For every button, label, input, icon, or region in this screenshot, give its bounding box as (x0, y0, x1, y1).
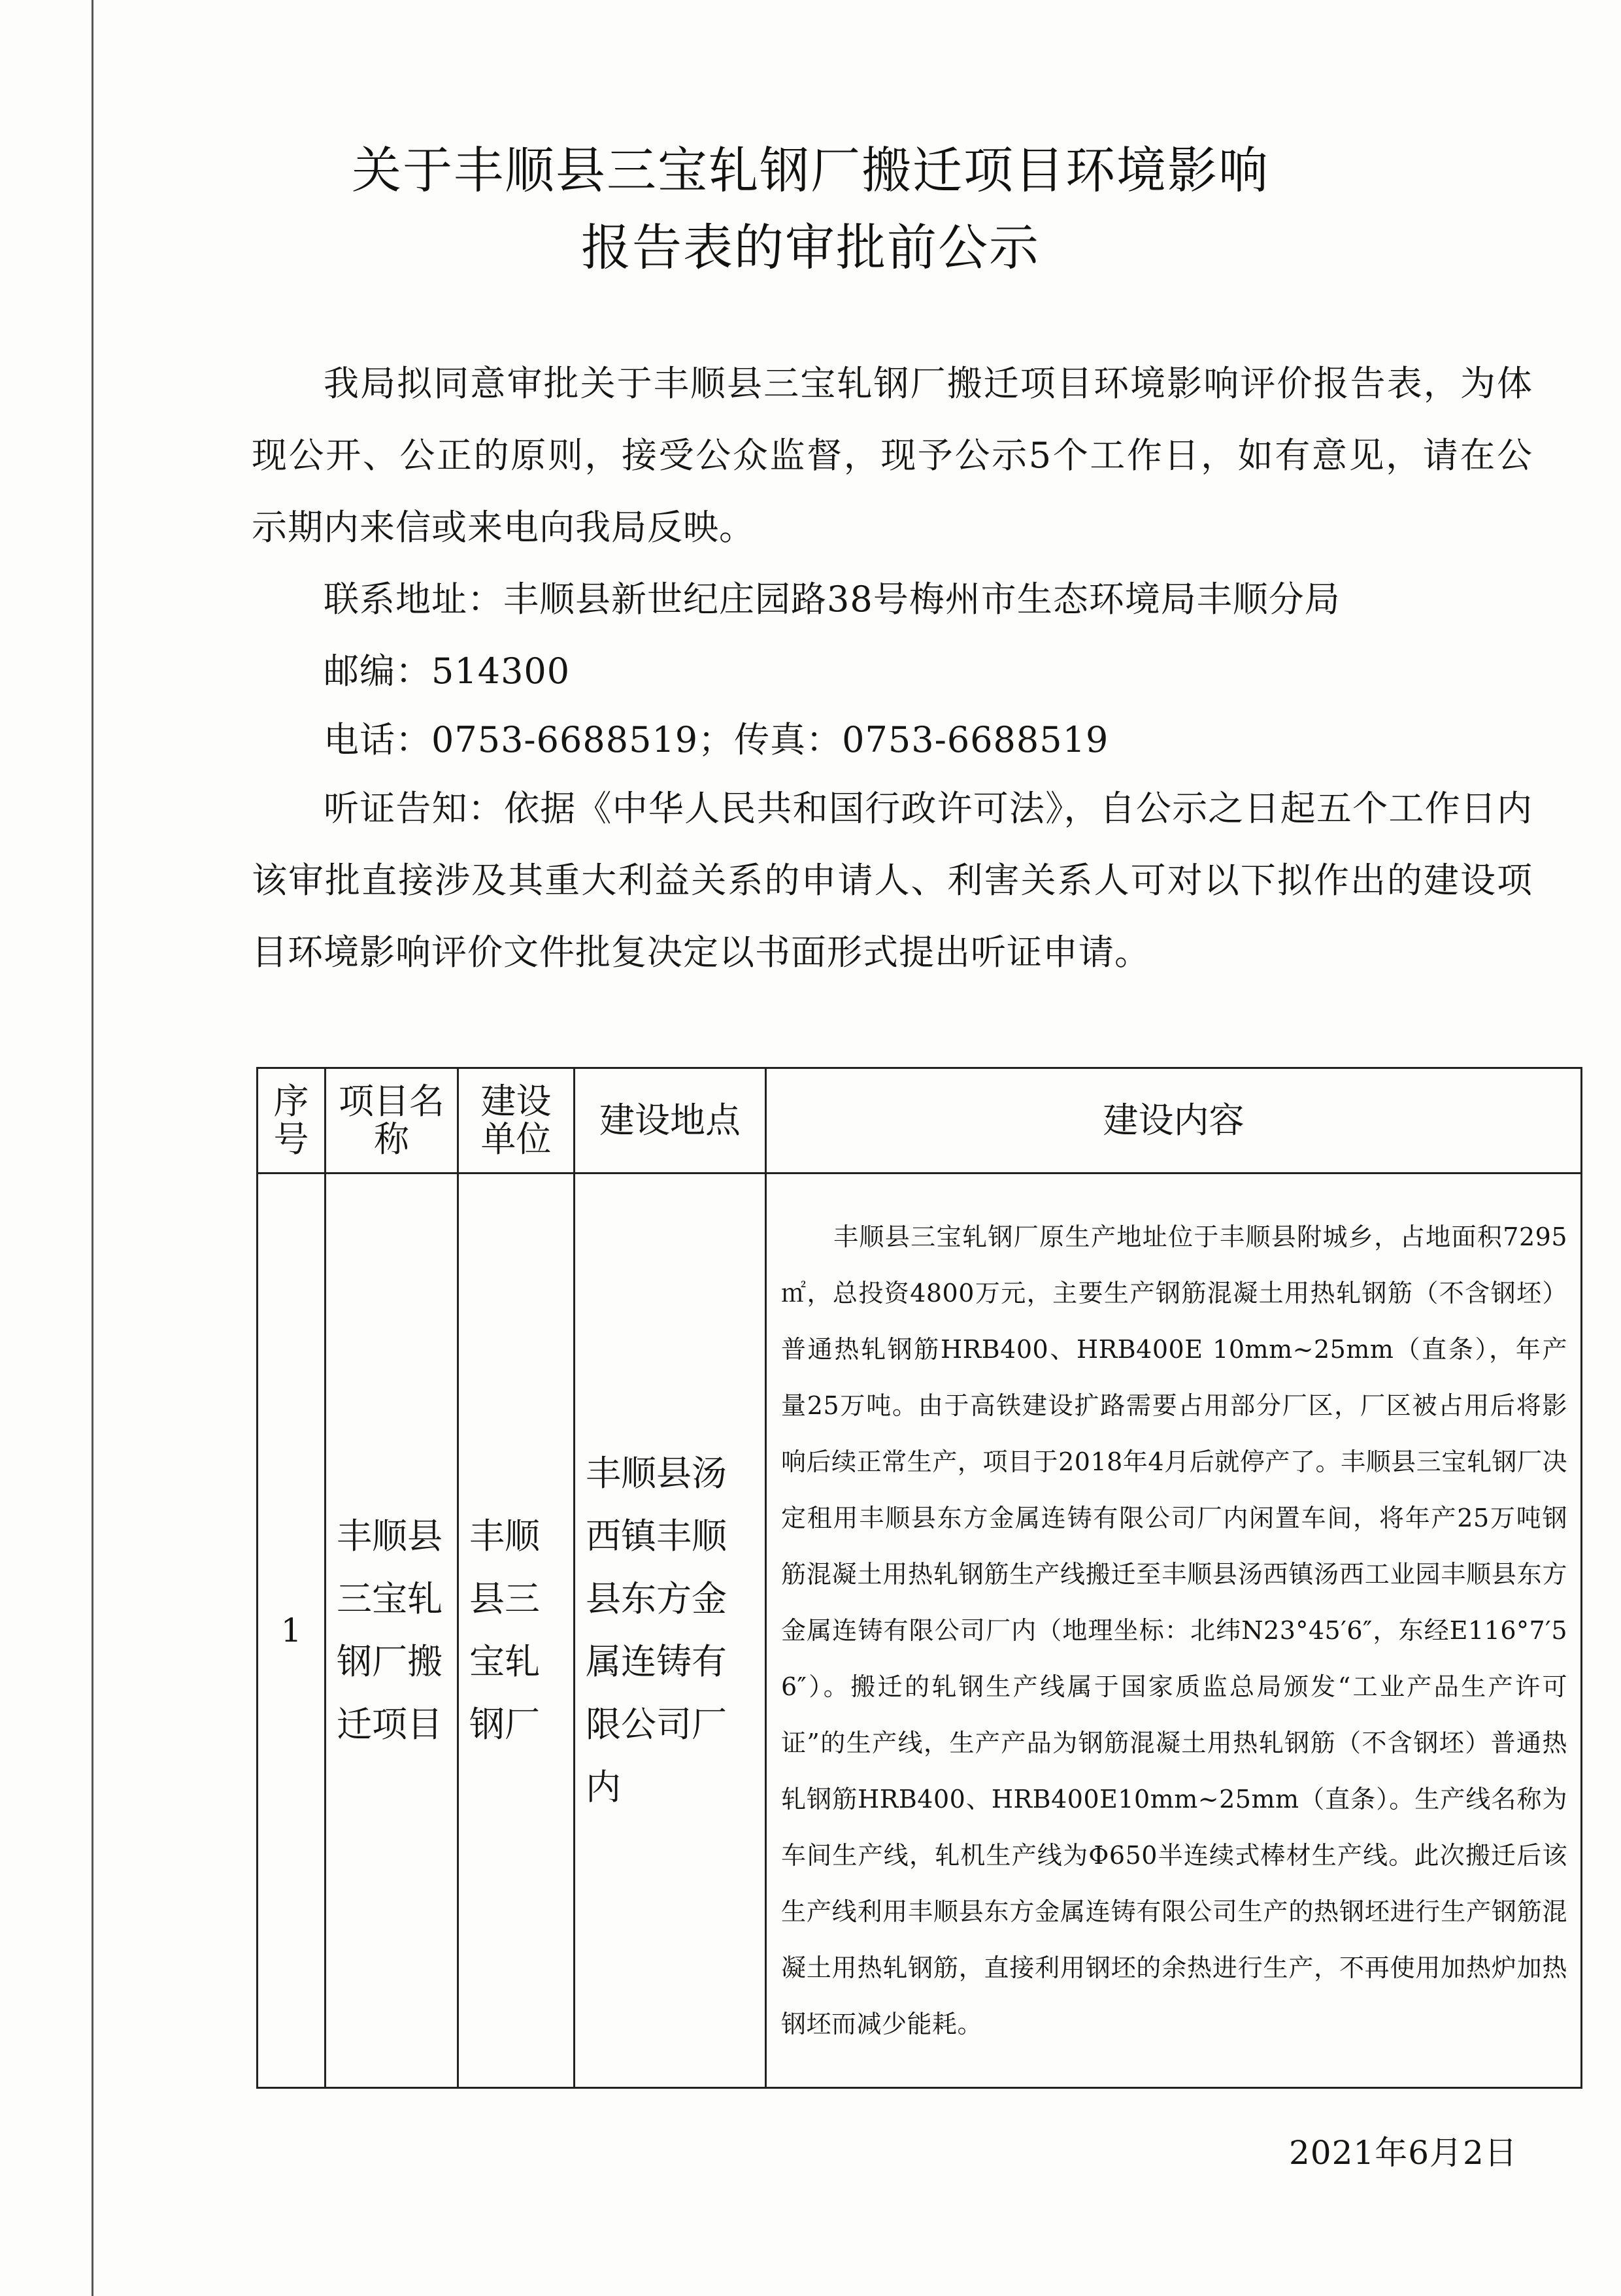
table-row (258, 1173, 1582, 2088)
row-project-name: 丰顺县三宝轧钢厂搬迁项目 (326, 1173, 458, 2088)
project-table (256, 1067, 1582, 2089)
intro-paragraph: 我局拟同意审批关于丰顺县三宝轧钢厂搬迁项目环境影响评价报告表，为体现公开、公正的原则，接受公众监督，现予公示5个工作日，如有意见，请在公示期内来信或来电向我局反映。 (252, 363, 1533, 548)
document-title-line-2: 报告表的审批前公示 (581, 218, 1040, 277)
row-content: 丰顺县三宝轧钢厂原生产地址位于丰顺县附城乡，占地面积7295㎡，总投资4800万元，主要生产钢筋混凝土用热轧钢筋（不含钢坯）普通热轧钢筋HRB400、HRB400E 10mm~25mm（直条），年产量25万吨。由于高铁建设扩路需要占用部分厂区，厂区被占用后将影响后续正常生产，项目于2018年4月后就停产了。丰顺县三宝轧钢厂决定租用丰顺县东方金属连铸有限公司厂内闲置车间，将年产25万吨钢筋混凝土用热轧钢筋生产线搬迁至丰顺县汤西镇汤西工业园丰顺县东方金属连铸有限公司厂内（地理坐标：北纬N23°45′6″，东经E116°7′56″）。搬迁的轧钢生产线属于国家质监总局颁发“工业产品生产许可证”的生产线，生产产品为钢筋混凝土用热轧钢筋（不含钢坯）普通热轧钢筋HRB400、HRB400E10mm~25mm（直条）。生产线名称为车间生产线，轧机生产线为Φ650半连续式棒材生产线。此次搬迁后该生产线利用丰顺县东方金属连铸有限公司生产的热钢坯进行生产钢筋混凝土用热轧钢筋，直接利用钢坯的余热进行生产，不再使用加热炉加热钢坯而减少能耗。 (766, 1173, 1582, 2088)
header-location: 建设地点 (575, 1068, 766, 1173)
row-construction-unit: 丰顺县三宝轧钢厂 (458, 1173, 575, 2088)
header-index: 序号 (258, 1068, 326, 1173)
page-left-edge (92, 0, 93, 2296)
hearing-notice-paragraph: 听证告知：依据《中华人民共和国行政许可法》，自公示之日起五个工作日内该审批直接涉及其重大利益关系的申请人、利害关系人可对以下拟作出的建设项目环境影响评价文件批复决定以书面形式提出听证申请。 (252, 788, 1533, 973)
publication-date: 2021年6月2日 (1289, 2134, 1518, 2172)
row-location: 丰顺县汤西镇丰顺县东方金属连铸有限公司厂内 (575, 1173, 766, 2088)
document-title-line-1: 关于丰顺县三宝轧钢厂搬迁项目环境影响 (352, 141, 1269, 199)
contact-postcode: 邮编：514300 (324, 650, 571, 692)
row-index: 1 (258, 1173, 326, 2088)
contact-address: 联系地址：丰顺县新世纪庄园路38号梅州市生态环境局丰顺分局 (324, 579, 1341, 620)
table-header-row (258, 1068, 1582, 1173)
header-project-name: 项目名称 (326, 1068, 458, 1173)
header-content: 建设内容 (766, 1068, 1582, 1173)
contact-phone-fax: 电话：0753-6688519；传真：0753-6688519 (324, 719, 1109, 760)
header-construction-unit: 建设单位 (458, 1068, 575, 1173)
